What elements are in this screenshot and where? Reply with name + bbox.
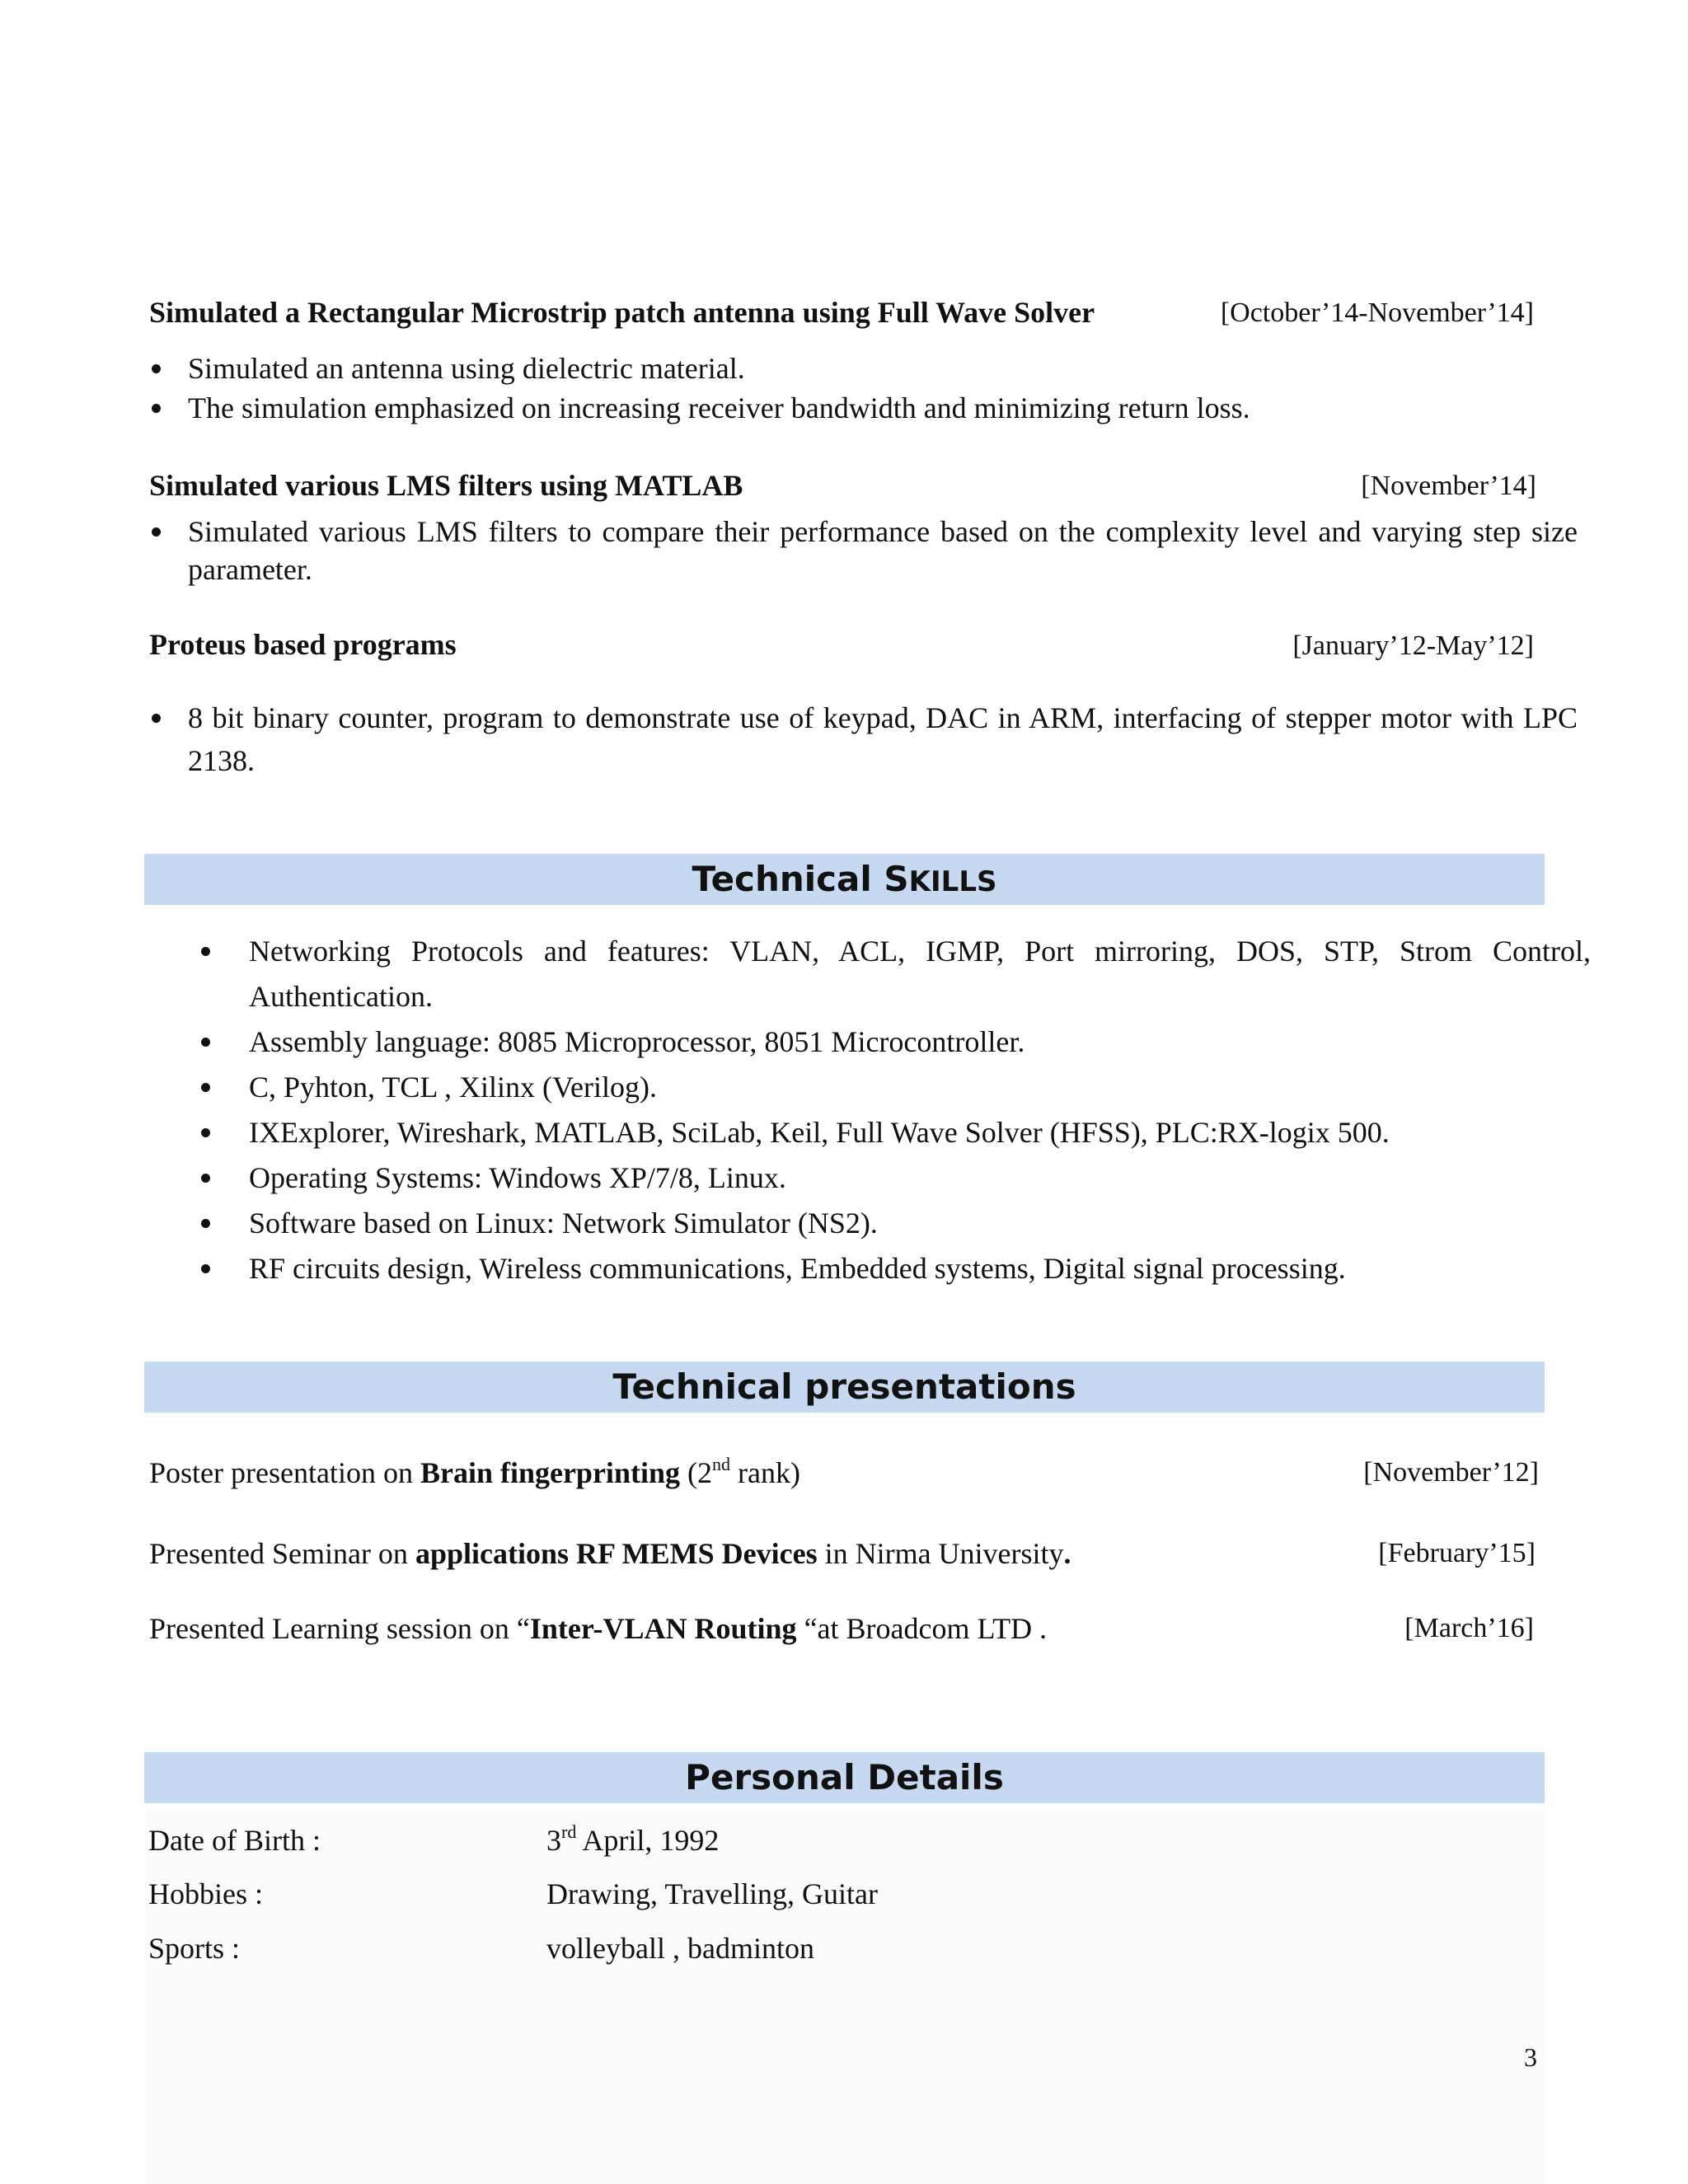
bullet-icon <box>152 404 161 413</box>
presentation-item: Presented Seminar on applications RF MEMS Devices in Nirma University. <box>149 1537 1071 1570</box>
bullet-icon <box>201 1174 210 1183</box>
detail-label: Hobbies : <box>148 1877 263 1910</box>
list-item: Networking Protocols and features: VLAN, ACL, IGMP, Port mirroring, DOS, STP, Strom Control, Authentication. <box>249 929 1591 1019</box>
list-item: Simulated various LMS filters to compare their performance based on the complexity level and varying step size parameter. <box>188 513 1578 588</box>
bullet-icon <box>201 1038 210 1047</box>
project-date: [November’14] <box>1361 471 1536 501</box>
list-item: The simulation emphasized on increasing receiver bandwidth and minimizing return loss. <box>188 388 1578 428</box>
bullet-icon <box>152 714 161 723</box>
section-heading-personal-details: Personal Details <box>144 1752 1545 1803</box>
presentation-item: Poster presentation on Brain fingerprinting (2nd rank) <box>149 1454 800 1489</box>
bullet-icon <box>152 364 161 373</box>
list-item: IXExplorer, Wireshark, MATLAB, SciLab, Keil, Full Wave Solver (HFSS), PLC:RX-logix 500. <box>249 1110 1591 1155</box>
presentation-item: Presented Learning session on “Inter-VLAN Routing “at Broadcom LTD . <box>149 1612 1048 1645</box>
project-bullet-list <box>148 349 1578 428</box>
project-title: Simulated various LMS filters using MATLAB <box>149 469 743 502</box>
skills-list <box>198 929 1591 1291</box>
presentation-date: [March’16] <box>1404 1613 1534 1643</box>
bullet-icon <box>201 1083 210 1092</box>
detail-value: 3rd April, 1992 <box>546 1821 720 1857</box>
bullet-icon <box>201 947 210 956</box>
list-item: C, Pyhton, TCL , Xilinx (Verilog). <box>249 1065 1591 1110</box>
detail-label: Sports : <box>148 1932 241 1965</box>
project-bullet-list <box>148 513 1578 588</box>
list-item: Simulated an antenna using dielectric material. <box>188 349 1578 388</box>
project-title: Simulated a Rectangular Microstrip patch antenna using Full Wave Solver <box>149 296 1095 329</box>
list-item: RF circuits design, Wireless communications, Embedded systems, Digital signal processing. <box>249 1246 1591 1291</box>
bullet-icon <box>201 1264 210 1273</box>
section-heading-technical-skills: Technical SKILLS <box>144 854 1545 905</box>
list-item: Operating Systems: Windows XP/7/8, Linux. <box>249 1155 1591 1201</box>
bullet-icon <box>201 1219 210 1228</box>
detail-value: volleyball , badminton <box>546 1932 814 1965</box>
list-item: Assembly language: 8085 Microprocessor, 8051 Microcontroller. <box>249 1019 1591 1065</box>
bullet-icon <box>201 1128 210 1137</box>
detail-label: Date of Birth : <box>148 1824 321 1857</box>
project-date: [January’12-May’12] <box>1292 630 1534 661</box>
presentation-date: [November’12] <box>1363 1457 1539 1488</box>
detail-value: Drawing, Travelling, Guitar <box>546 1877 878 1910</box>
list-item: 8 bit binary counter, program to demonstrate use of keypad, DAC in ARM, interfacing of stepper motor with LPC 2138. <box>188 696 1578 782</box>
project-bullet-list <box>148 696 1578 782</box>
list-item: Software based on Linux: Network Simulator (NS2). <box>249 1201 1591 1246</box>
section-heading-technical-presentations: Technical presentations <box>144 1361 1545 1413</box>
project-date: [October’14-November’14] <box>1220 298 1534 328</box>
presentation-date: [February’15] <box>1378 1538 1536 1568</box>
page-footer-tint <box>144 1809 1545 2184</box>
project-title: Proteus based programs <box>149 628 457 661</box>
bullet-icon <box>152 527 161 537</box>
page-number: 3 <box>1524 2042 1537 2072</box>
